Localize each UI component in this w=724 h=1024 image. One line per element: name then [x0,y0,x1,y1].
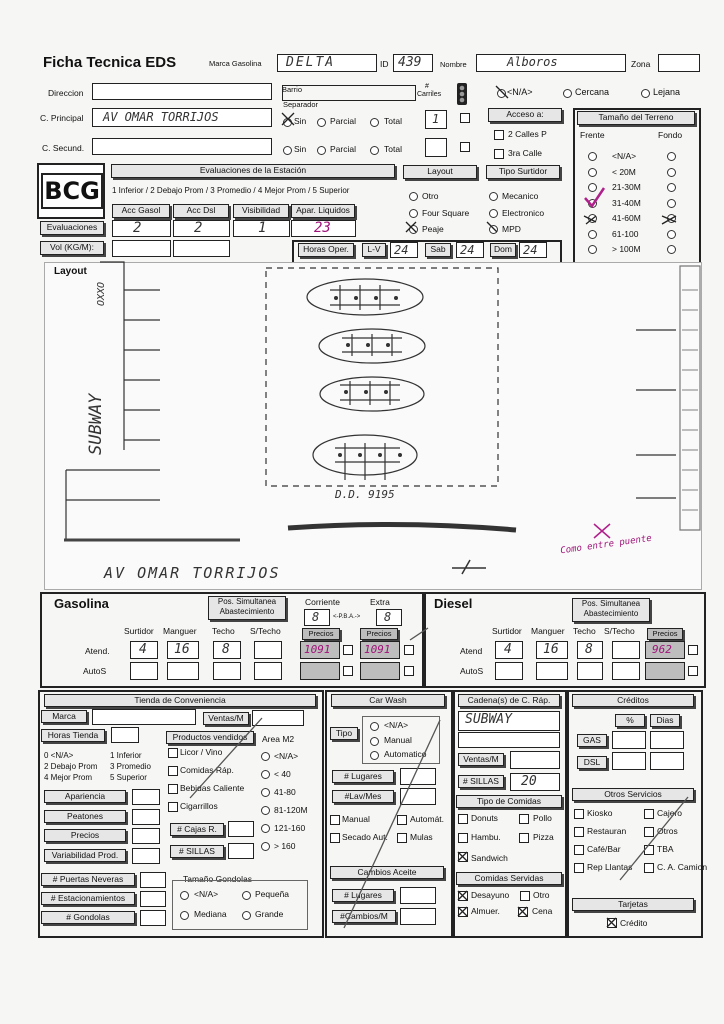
estacionamientos-label: # Estacionamientos [41,892,135,905]
sep2-parcial-label: Parcial [330,144,356,154]
dsl-col-surtidor: Surtidor [492,626,522,636]
area-label: < 40 [274,769,291,779]
gond-mediana-label: Mediana [194,909,227,919]
secundaria-label: C. Secund. [42,143,85,153]
acc-gasol-header: Acc Gasol [112,204,170,218]
gas-col-techo: Techo [212,626,235,636]
otros-label: Rep Llantas [587,862,633,872]
producto-cigarrillos-label: Cigarrillos [180,801,218,811]
carriles-value: 1 [432,112,440,126]
otros-label: Cajero [657,808,683,818]
sep-total-label: Total [384,116,402,126]
servida-otro-label: Otro [533,890,550,900]
gond-na-label: <N/A> [194,889,219,899]
carwash-manual-label: Manual [384,735,412,745]
producto-bebidas-label: Bebidas Caliente [180,783,245,793]
zona-label: Zona [631,59,651,69]
carwash-tipo-label: Tipo [330,727,358,740]
creditos-dsl-label: DSL [577,756,607,769]
gas-col-surtidor: Surtidor [124,626,154,636]
carwash-automat-check-label: Automát. [410,814,445,824]
terreno-row-label: 61-100 [612,228,639,239]
acc-gasol-value: 2 [133,220,142,236]
dsl-atend-label: Atend [460,646,483,656]
dsl-col-manguer: Manguer [531,626,565,636]
nombre-value: Alboros [507,55,558,69]
tienda-marca-label: Marca [41,710,87,723]
diesel-pos-sim: Pos. Simultanea Abastecimiento [572,598,650,622]
comida-donuts-label: Donuts [471,813,498,823]
surtidor-header: Tipo Surtidor [486,165,560,179]
gond-pequena-label: Pequeña [255,889,290,899]
dsl-col-techo: Techo [573,626,596,636]
sketch-street: AV OMAR TORRIJOS [104,564,281,582]
terreno-row-label: > 100M [612,244,641,254]
id-label: ID [380,59,389,69]
tienda-sillas-label: # SILLAS [170,845,224,858]
sketch-oxxo: OXXO [96,281,107,306]
terreno-header: Tamaño del Terreno [577,111,695,125]
sketch-subway: SUBWAY [86,393,106,455]
puertas-label: # Puertas Neveras [41,873,135,886]
principal-label: C. Principal [40,113,84,123]
tienda-scale-1b: 1 Inferior [110,751,142,760]
comida-pizza-label: Pizza [533,832,554,842]
sab-label: Sab [425,243,451,257]
tienda-variabilidad: Variabilidad Prod. [44,849,126,862]
otros-label: Restauran [587,826,627,836]
gas-precios-header-1: Precios [302,628,340,640]
fondo-label: Fondo [658,130,683,140]
credito-label: Crédito [620,918,648,928]
terreno-row-label: 41-60M [612,213,641,223]
acceso-header: Acceso a: [488,108,562,122]
dsl-precios-header: Precios [647,628,683,640]
tienda-peatones: Peatones [44,810,126,823]
tienda-horas-label: Horas Tienda [41,729,105,742]
bcg-logo-text: BCG [41,173,103,209]
frente-label: Frente [580,130,605,140]
cadena-sillas-value: 20 [521,774,537,789]
gas-precio-extra-value: 1091 [364,643,391,656]
gond-grande-label: Grande [255,909,284,919]
terreno-row-label: < 20M [612,166,636,177]
sep-parcial-label: Parcial [330,116,356,126]
gasolina-pos-sim: Pos. Simultanea Abastecimiento [208,596,286,620]
marca-value: DELTA [286,55,336,70]
dsl-atend-surtidor-value: 4 [504,642,512,657]
surtidor-mpd-label: MPD [502,224,521,234]
area-label: 41-80 [274,787,296,797]
extra-label: Extra [370,597,390,607]
direccion-label: Direccion [48,88,84,98]
servida-cena-label: Cena [532,906,553,916]
otros-label: Kiosko [587,808,613,818]
access-na-label: <N/A> [507,87,533,97]
otros-label: TBA [657,844,674,854]
layout-header: Layout [403,165,477,179]
tam-gondolas-label: Tamaño Gondolas [183,874,252,884]
aceite-cambios-label: #Cambios/M [332,910,396,923]
horas-label: Horas Oper. [298,243,354,257]
evaluaciones-scale: 1 Inferior / 2 Debajo Prom / 3 Promedio / 4 Mejor Prom / 5 Superior [112,186,350,195]
sep2-sin-label: Sin [294,144,307,154]
area-label: > 160 [274,841,296,851]
comida-sandwich-label: Sandwich [471,853,508,863]
tienda-scale-3b: 5 Superior [110,773,147,782]
dom-label: Dom [490,243,516,257]
dsl-atend-techo-value: 8 [585,642,593,657]
acc-dsl-value: 2 [194,220,203,236]
apar-liquidos-value: 23 [314,220,331,236]
tienda-scale-3: 4 Mejor Prom [44,773,93,782]
carriles-label: # Carriles [417,83,442,98]
tienda-header: Tienda de Conveniencia [44,694,316,707]
servida-desayuno-label: Desayuno [471,890,510,900]
tipo-comidas-header: Tipo de Comidas [456,795,562,808]
gas-atend-label: Atend. [85,646,110,656]
separador-label: Separador [283,100,319,109]
carwash-na-label: <N/A> [384,720,409,730]
lejana-label: Lejana [653,87,681,97]
otros-label: Café/Bar [587,844,621,854]
pba-label: <-P.B.A.-> [333,614,361,620]
evaluaciones-header: Evaluaciones de la Estación [111,164,395,178]
creditos-dias-header: Dias [650,714,680,727]
area-label: 81-120M [274,805,308,815]
servidas-header: Comidas Servidas [456,872,562,885]
tienda-ventas-label: Ventas/M [203,712,249,725]
gas-col-manguer: Manguer [163,626,197,636]
cajas-label: # Cajas R. [170,823,224,836]
tarjetas-header: Tarjetas [572,898,694,911]
gasolina-title: Gasolina [54,596,109,611]
area-header: Area M2 [262,734,295,744]
diesel-title: Diesel [434,596,473,611]
gas-col-stecho: S/Techo [250,626,281,636]
tienda-scale-2b: 3 Promedio [110,762,151,771]
producto-licor-label: Licor / Vino [180,747,223,757]
dsl-atend-manguer-value: 16 [543,642,559,657]
sketch-title: Layout [54,266,87,277]
tienda-apariencia: Apariencia [44,790,126,803]
gas-precios-header-2: Precios [360,628,398,640]
carwash-manual-check-label: Manual [342,814,370,824]
terreno-row-label: 31-40M [612,197,641,208]
tienda-scale-1: 0 <N/A> [44,751,74,760]
creditos-pct-header: % [615,714,645,727]
layout-four-label: Four Square [422,208,470,218]
lv-label: L-V [362,243,386,257]
terreno-row-label: 21-30M [612,182,641,192]
carwash-secado-label: Secado Aut. [342,832,388,842]
sketch-dd: D.D. 9195 [335,488,395,501]
otros-header: Otros Servicios [572,788,694,801]
sep-sin-label: Sin [294,116,307,126]
gas-atend-surtidor-value: 4 [139,642,147,657]
otros-label: C. A. Camion [657,862,708,872]
marca-label: Marca Gasolina [209,59,262,68]
servida-almuer-label: Almuer. [471,906,500,916]
carwash-mulas-label: Mulas [410,832,433,842]
comida-hambu-label: Hambu. [471,832,501,842]
comida-pollo-label: Pollo [533,813,552,823]
apar-liquidos-header: Apar. Liquidos [291,204,355,218]
cadena-header: Cadena(s) de C. Ráp. [458,694,560,707]
barrio-label: Barrio [282,85,303,94]
cercana-label: Cercana [575,87,610,97]
surtidor-electronico-label: Electronico [502,208,545,218]
aceite-lugares-label: # Lugares [332,889,394,902]
gas-precio-corriente-value: 1091 [304,643,331,656]
sab-value: 24 [460,243,475,257]
acc-dsl-header: Acc Dsl [173,204,229,218]
sep2-total-label: Total [384,144,402,154]
id-value: 439 [398,55,422,70]
form-title: Ficha Tecnica EDS [43,54,177,71]
cadena-value: SUBWAY [465,712,512,727]
sketch-note: Como entre puente [559,533,653,557]
dsl-precio-value: 962 [652,643,672,656]
cadena-sillas-label: # SILLAS [458,775,504,788]
dom-value: 24 [523,243,538,257]
visibilidad-value: 1 [258,220,267,236]
cadena-ventas-label: Ventas/M [458,753,504,766]
gas-atend-manguer-value: 16 [174,642,190,657]
producto-comidas-label: Comidas Ráp. [180,765,234,775]
principal-value: AV OMAR TORRIJOS [103,110,219,124]
gas-autos-label: AutoS [83,666,107,676]
surtidor-mecanico-label: Mecanico [502,191,539,201]
corriente-label: Corriente [305,597,340,607]
carwash-header: Car Wash [331,694,445,707]
area-label: 121-160 [274,823,306,833]
carwash-auto-label: Automatico [384,749,427,759]
gas-atend-techo-value: 8 [222,642,230,657]
acceso-2calles-label: 2 Calles P [508,129,547,139]
dsl-col-stecho: S/Techo [604,626,635,636]
visibilidad-header: Visibilidad [233,204,289,218]
lv-value: 24 [394,243,409,257]
productos-header: Productos vendidos [166,731,254,744]
dsl-autos-label: AutoS [460,666,484,676]
tienda-scale-2: 2 Debajo Prom [44,762,98,771]
layout-peaje-label: Peaje [422,224,444,234]
otros-label: Otros [657,826,678,836]
evaluaciones-row-label: Evaluaciones [40,221,104,235]
aceite-header: Cambios Aceite [330,866,444,879]
nombre-label: Nombre [440,60,467,69]
creditos-header: Créditos [572,694,694,707]
corriente-value: 8 [312,610,320,624]
layout-otro-label: Otro [422,191,439,201]
extra-value: 8 [384,610,392,624]
vol-label: Vol (KG/M): [40,241,104,255]
area-label: <N/A> [274,751,299,761]
terreno-row-label: <N/A> [612,151,637,161]
carwash-lav-label: #Lav/Mes [332,790,394,803]
tienda-precios: Precios [44,829,126,842]
creditos-gas-label: GAS [577,734,607,747]
gondolas-label: # Gondolas [41,911,135,924]
carwash-lugares-label: # Lugares [332,770,394,783]
acceso-3ra-label: 3ra Calle [508,148,543,158]
